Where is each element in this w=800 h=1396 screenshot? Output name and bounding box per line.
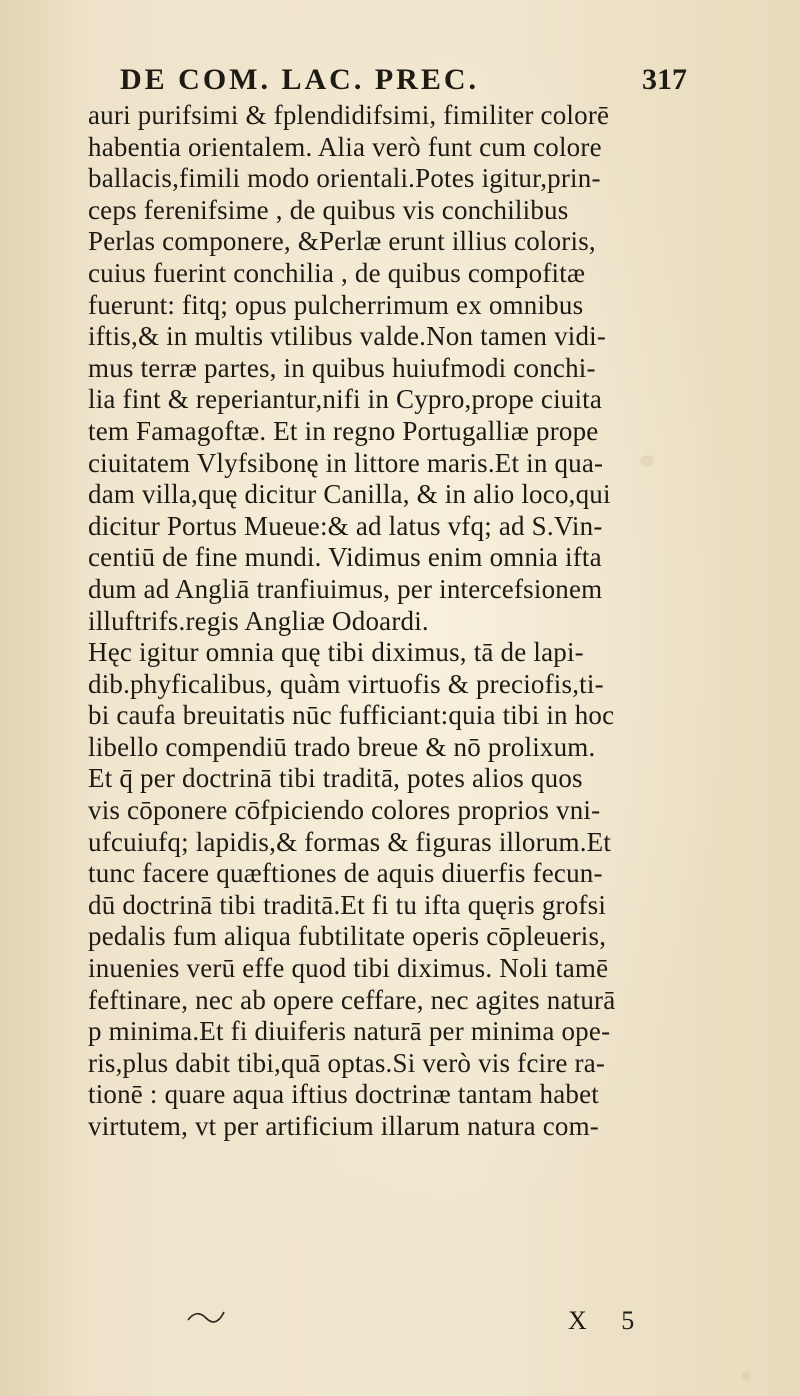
text-line: dicitur Portus Mueue:& ad latus vfq; ad S.Vin- xyxy=(88,510,603,541)
text-line: dam villa,quę dicitur Canilla, & in alio loco,qui xyxy=(88,479,611,510)
text-line: tionē : quare aqua iftius doctrinæ tantam habet xyxy=(88,1079,599,1110)
signature-mark: X 5 xyxy=(568,1306,649,1335)
text-line: ballacis,fimili modo orientali.Potes igitur,prin- xyxy=(88,163,601,194)
text-line: virtutem, vt per artificium illarum natura com- xyxy=(88,1111,599,1141)
page-header xyxy=(0,60,800,100)
text-line: centiū de fine mundi. Vidimus enim omnia ifta xyxy=(88,542,602,573)
text-line: auri purifsimi & fplendidifsimi, fimiliter colorē xyxy=(88,100,610,130)
text-line: ris,plus dabit tibi,quā optas.Si verò vis fcire ra- xyxy=(88,1047,606,1078)
text-line: feftinare, nec ab opere ceffare, nec agites naturā xyxy=(88,984,616,1015)
text-line: p minima.Et fi diuiferis naturā per minima ope- xyxy=(88,1016,611,1047)
text-line: ufcuiufq; lapidis,& formas & figuras illorum.Et xyxy=(88,826,612,857)
text-line: vis cōponere cōfpiciendo colores proprios vni- xyxy=(88,795,601,826)
page-number: 317 xyxy=(642,63,687,96)
text-line: dum ad Angliā tranfiuimus, per intercefsionem xyxy=(88,573,603,604)
text-line: mus terræ partes, in quibus huiufmodi conchi- xyxy=(88,352,596,383)
text-line: iftis,& in multis vtilibus valde.Non tamen vidi- xyxy=(88,321,607,352)
text-line: cuius fuerint conchilia , de quibus compofitæ xyxy=(88,257,586,288)
text-line: illuftrifs.regis Angliæ Odoardi. xyxy=(88,605,429,636)
text-line: bi caufa breuitatis nūc fufficiant:quia tibi in hoc xyxy=(88,700,615,731)
text-line: pedalis fum aliqua fubtilitate operis cōpleueris, xyxy=(88,921,607,952)
page-footer xyxy=(0,1306,800,1346)
text-line: Hęc igitur omnia quę tibi diximus, tā de lapi- xyxy=(88,637,584,668)
text-line: Perlas componere, &Perlæ erunt illius coloris, xyxy=(88,226,596,257)
body-text xyxy=(88,100,778,1143)
text-line: libello compendiū trado breue & nō prolixum. xyxy=(88,731,596,762)
tilde-ornament-icon xyxy=(186,1306,226,1326)
text-line: inuenies verū effe quod tibi diximus. Noli tamē xyxy=(88,953,609,984)
text-line: dib.phyficalibus, quàm virtuofis & preciofis,ti- xyxy=(88,668,604,699)
text-line: tunc facere quæftiones de aquis diuerfis fecun- xyxy=(88,858,603,889)
text-line: dū doctrinā tibi traditā.Et fi tu ifta quęris grofsi xyxy=(88,889,607,920)
text-line: habentia orientalem. Alia verò funt cum colore xyxy=(88,131,602,162)
paper-stain xyxy=(742,1372,750,1380)
text-line: tem Famagoftæ. Et in regno Portugalliæ prope xyxy=(88,415,599,446)
text-line: ceps ferenifsime , de quibus vis conchilibus xyxy=(88,194,569,225)
text-line: lia fint & reperiantur,nifi in Cypro,prope ciuita xyxy=(88,384,603,415)
running-head: DE COM. LAC. PREC. xyxy=(120,63,479,96)
text-line: Et q̄ per doctrinā tibi traditā, potes alios quos xyxy=(88,763,583,794)
text-line: ciuitatem Vlyfsibonę in littore maris.Et in qua- xyxy=(88,447,604,478)
text-line: fuerunt: fitq; opus pulcherrimum ex omnibus xyxy=(88,289,584,320)
